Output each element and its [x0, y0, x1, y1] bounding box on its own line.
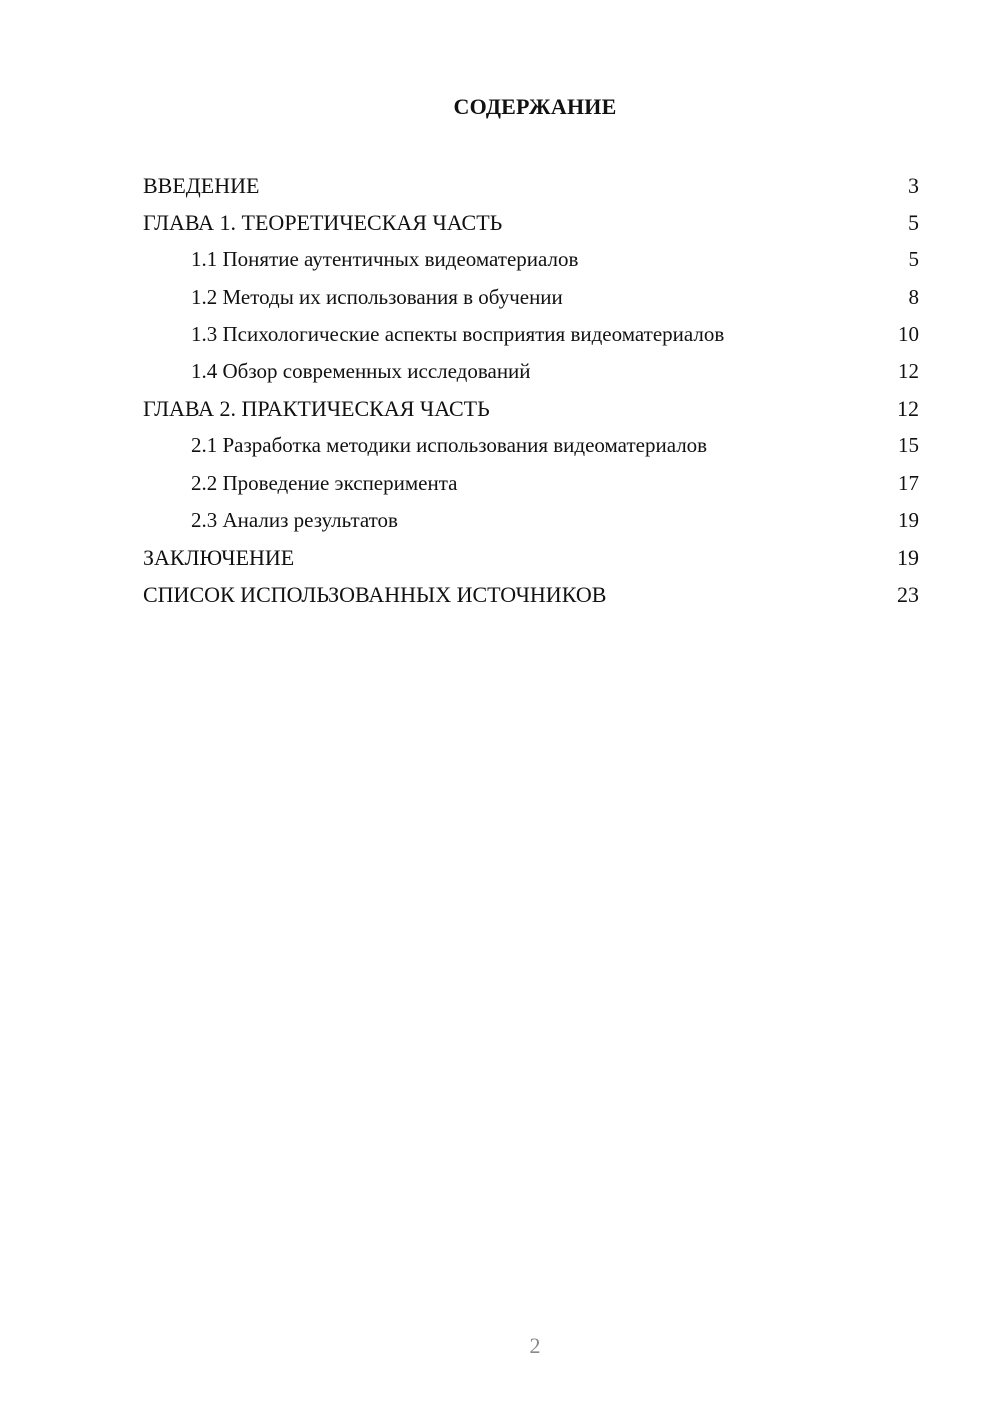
toc-entry-section-1-4[interactable]: [143, 353, 919, 390]
toc-entry-page: 12: [898, 358, 919, 383]
toc-entry-title: СПИСОК ИСПОЛЬЗОВАННЫХ ИСТОЧНИКОВ: [143, 582, 607, 608]
toc-entry-page: 10: [898, 321, 919, 346]
toc-entry-page: 5: [908, 210, 919, 236]
toc-entry-section-2-2[interactable]: [143, 465, 919, 502]
toc-entry-section-1-1[interactable]: [143, 241, 919, 278]
toc-entry-page: 17: [898, 470, 919, 495]
toc-entry-section-1-3[interactable]: [143, 316, 919, 353]
toc-entry-section-2-1[interactable]: [143, 427, 919, 464]
toc-entry-title: ГЛАВА 2. ПРАКТИЧЕСКАЯ ЧАСТЬ: [143, 396, 490, 422]
table-of-contents: [143, 167, 919, 613]
toc-entry-title: 2.2 Проведение эксперимента: [191, 470, 458, 495]
toc-entry-title: ЗАКЛЮЧЕНИЕ: [143, 544, 295, 570]
toc-entry-title: 1.2 Методы их использования в обучении: [191, 284, 563, 309]
toc-entry-page: 23: [897, 582, 919, 608]
toc-entry-title: 1.4 Обзор современных исследований: [191, 358, 531, 383]
toc-entry-title: 1.3 Психологические аспекты восприятия видеоматериалов: [191, 321, 725, 346]
toc-entry-title: 2.1 Разработка методики использования видеоматериалов: [191, 433, 708, 458]
page-number: 2: [529, 1333, 541, 1358]
toc-entry-section-2-3[interactable]: [143, 502, 919, 539]
toc-entry-page: 19: [898, 507, 919, 532]
toc-entry-conclusion[interactable]: [143, 539, 919, 576]
toc-entry-chapter-2[interactable]: [143, 390, 919, 427]
toc-entry-references[interactable]: [143, 576, 919, 613]
page-title: СОДЕРЖАНИЕ: [453, 94, 617, 119]
toc-entry-page: 3: [908, 173, 919, 198]
toc-entry-title: 2.3 Анализ результатов: [191, 507, 398, 532]
toc-entry-title: 1.1 Понятие аутентичных видеоматериалов: [191, 247, 579, 272]
toc-entry-introduction[interactable]: [143, 167, 919, 204]
toc-entry-page: 12: [897, 396, 919, 422]
toc-entry-page: 8: [908, 284, 919, 309]
toc-entry-page: 5: [908, 247, 919, 272]
toc-entry-title: ВВЕДЕНИЕ: [143, 173, 260, 198]
toc-entry-chapter-1[interactable]: [143, 204, 919, 241]
toc-entry-page: 15: [898, 433, 919, 458]
toc-entry-title: ГЛАВА 1. ТЕОРЕТИЧЕСКАЯ ЧАСТЬ: [143, 210, 503, 236]
toc-entry-section-1-2[interactable]: [143, 279, 919, 316]
toc-entry-page: 19: [897, 544, 919, 570]
